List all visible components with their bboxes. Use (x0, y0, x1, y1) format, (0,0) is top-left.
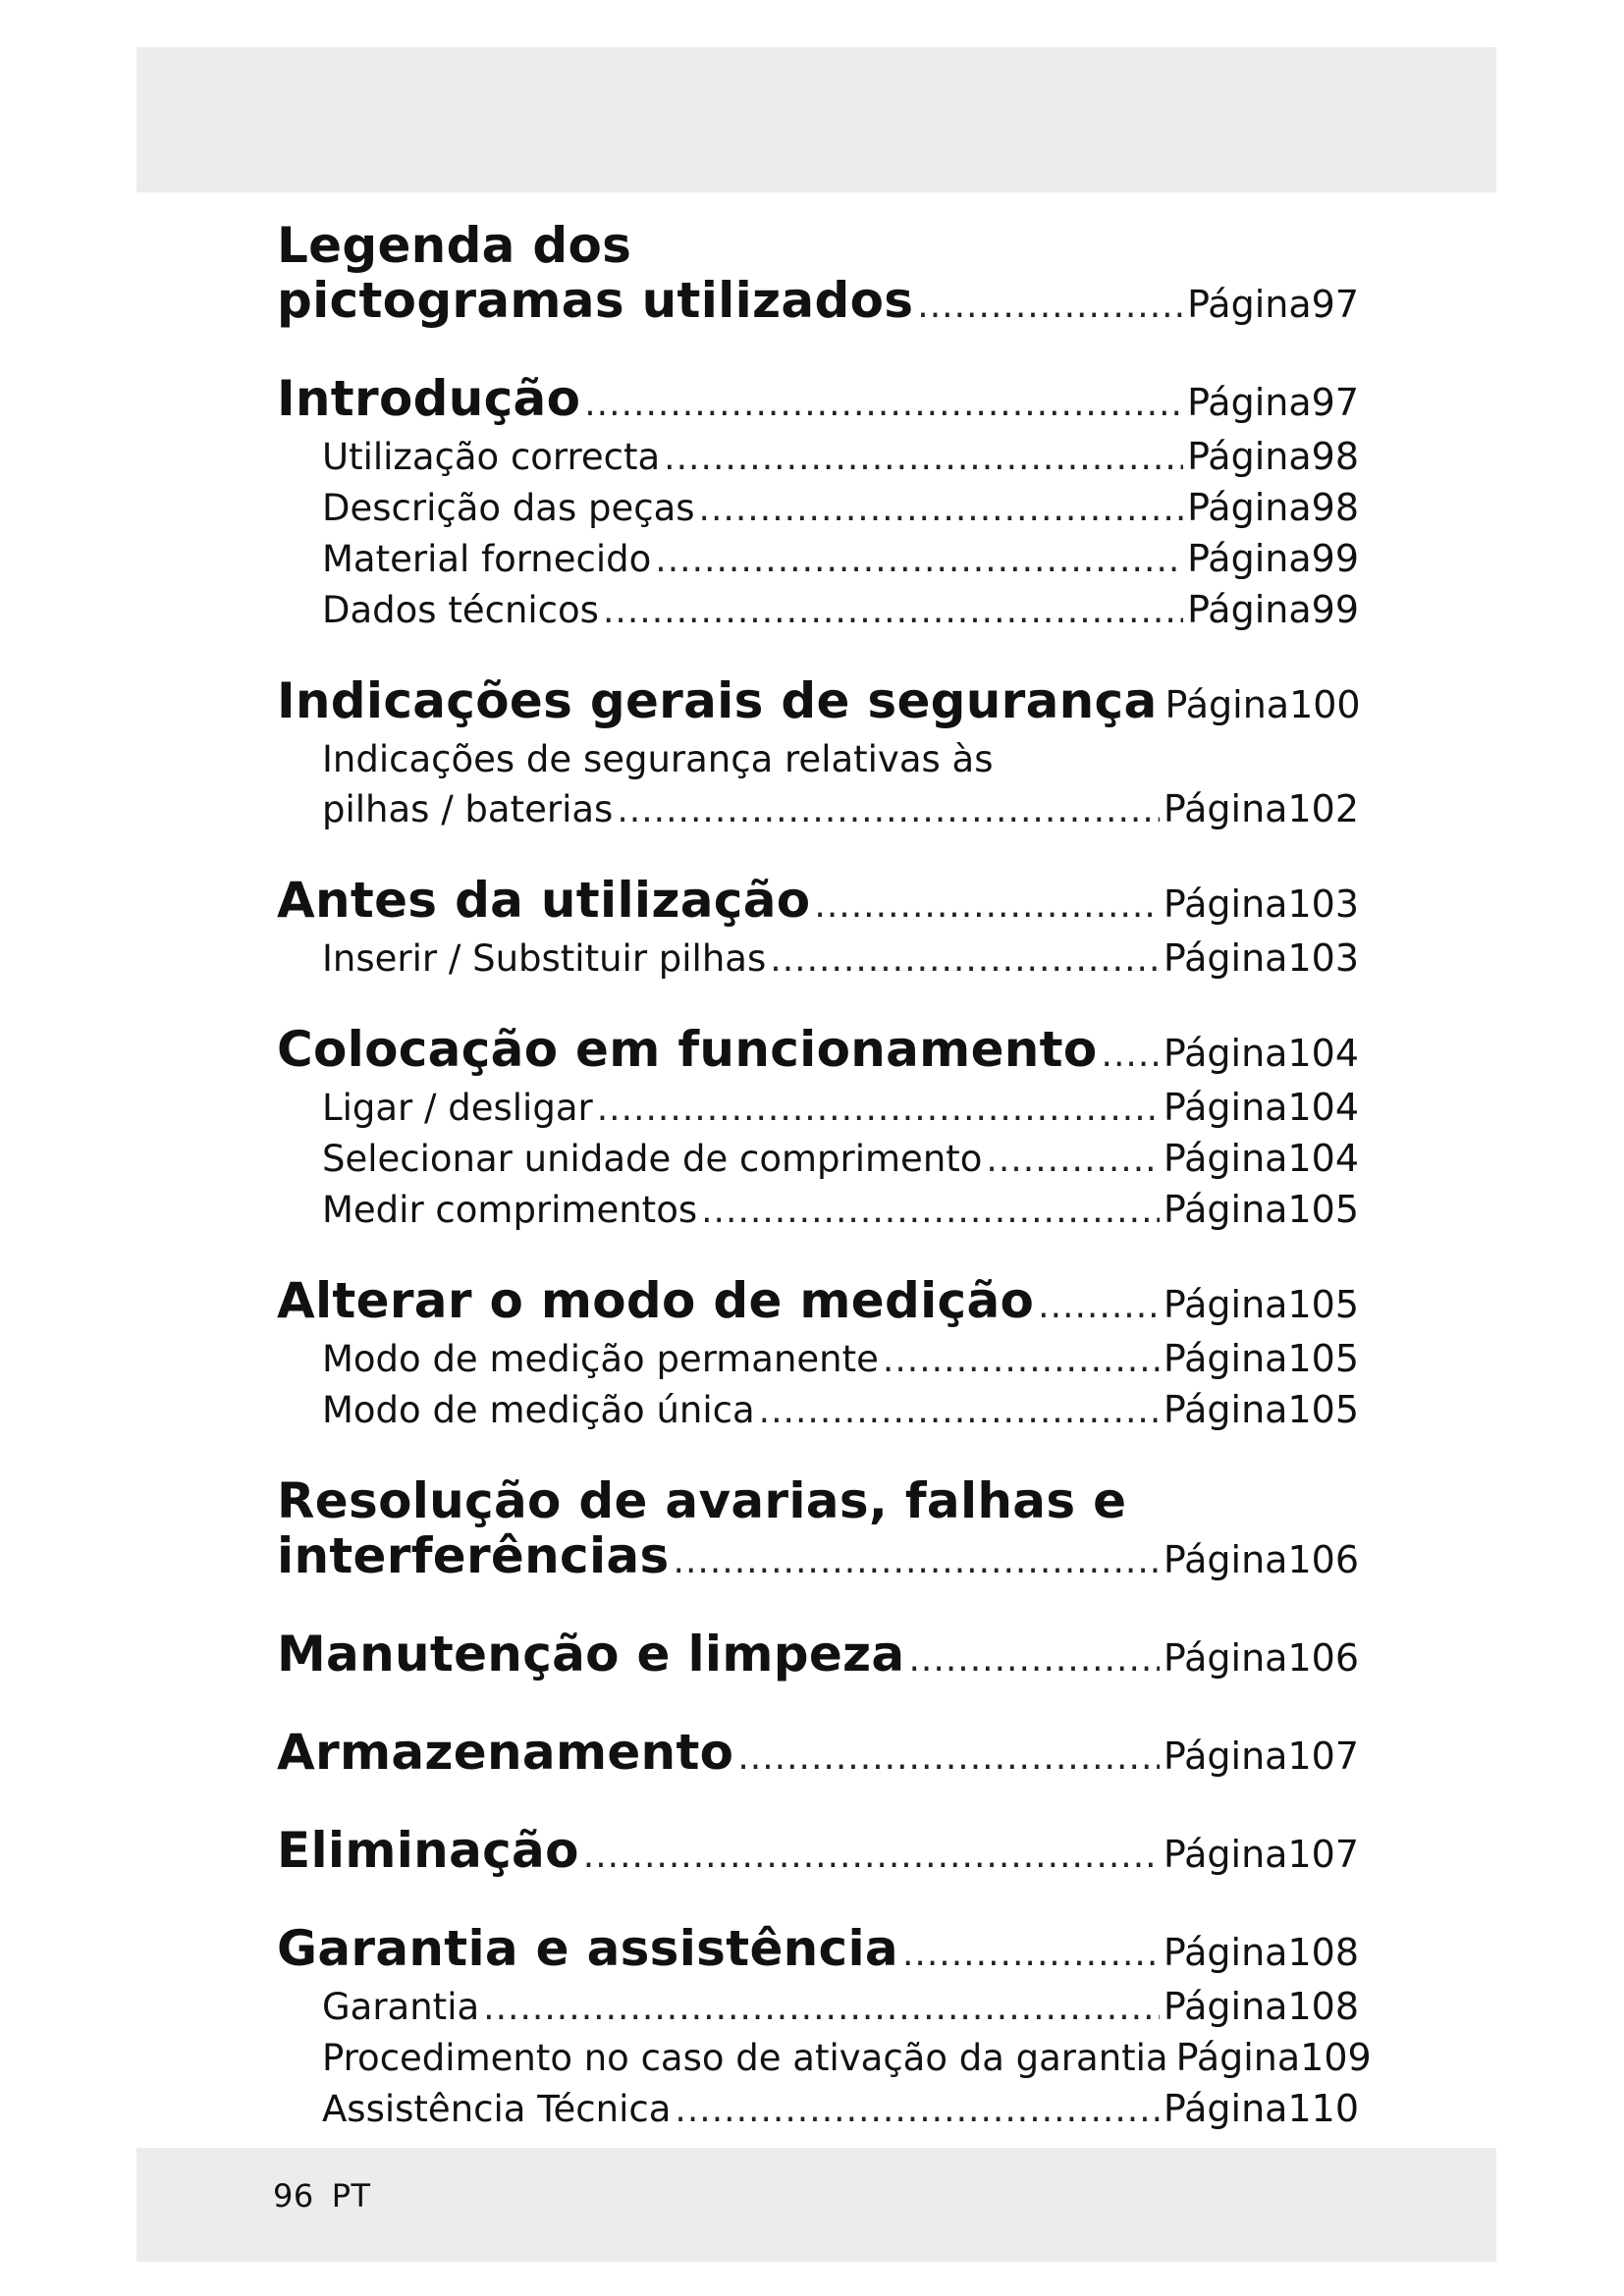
page-label: Página (1187, 486, 1312, 529)
toc-section (277, 1921, 1359, 1982)
page-number: 98 (1311, 435, 1359, 478)
page-label: Página (1163, 1337, 1288, 1380)
toc-subsection-row[interactable] (322, 1982, 1359, 2033)
page-footer (273, 2177, 389, 2215)
page-number: 102 (1287, 787, 1359, 830)
page-label: Página (1163, 882, 1288, 926)
toc-section-title: Antes da utilização (277, 872, 811, 929)
toc-subsection (277, 1334, 1359, 1436)
dot-leader (584, 377, 1183, 432)
toc-section (277, 218, 1359, 334)
toc-section-title: Introdução (277, 370, 581, 427)
toc-section-title: Colocação em funcionamento (277, 1021, 1098, 1078)
page-number: 105 (1287, 1337, 1359, 1380)
dot-leader (917, 279, 1183, 334)
toc-subsection-title: Descrição das peças (322, 487, 695, 529)
page-label: Página (1164, 683, 1290, 726)
page-number: 104 (1287, 1086, 1359, 1129)
toc-section-row[interactable] (277, 273, 1359, 334)
page-label: Página (1163, 1833, 1288, 1876)
toc-section (277, 1725, 1359, 1786)
footer-language: PT (331, 2177, 371, 2215)
toc-subsection (277, 934, 1359, 985)
dot-leader (603, 586, 1183, 636)
toc-subsection-title: Modo de medição única (322, 1389, 755, 1431)
toc-subsection (277, 1982, 1372, 2135)
dot-leader (986, 1135, 1160, 1185)
toc-subsection-row[interactable] (322, 1185, 1359, 1236)
footer-page-number: 96 (273, 2177, 314, 2215)
page-label: Página (1163, 1032, 1288, 1075)
dot-leader (770, 934, 1160, 985)
toc-section-title: Manutenção e limpeza (277, 1626, 905, 1682)
toc-section-title-line1: Legenda dos (277, 217, 632, 274)
toc-section (277, 873, 1359, 934)
toc-section (277, 1022, 1359, 1083)
dot-leader (814, 879, 1160, 934)
toc-section-row[interactable] (277, 1273, 1359, 1334)
page-number: 97 (1311, 283, 1359, 326)
toc-section (277, 371, 1359, 432)
page-number: 109 (1300, 2036, 1372, 2079)
toc-section-title: Alterar o modo de medição (277, 1272, 1035, 1329)
toc-subsection-row[interactable] (322, 1083, 1359, 1134)
table-of-contents (277, 217, 1372, 2135)
toc-subsection-title-line1: Indicações de segurança relativas às (322, 738, 994, 780)
header-band (136, 47, 1496, 192)
page-label: Página (1163, 2087, 1288, 2130)
toc-section-title: Indicações gerais de segurança (277, 672, 1158, 729)
dot-leader (1102, 1028, 1160, 1083)
toc-subsection-title: Selecionar unidade de comprimento (322, 1138, 983, 1180)
toc-section (277, 1473, 1359, 1589)
toc-section-title: interferências (277, 1527, 670, 1584)
toc-subsection-row[interactable] (322, 2033, 1372, 2084)
dot-leader (1038, 1279, 1160, 1334)
toc-subsection-title: Assistência Técnica (322, 2088, 672, 2130)
dot-leader (701, 1186, 1160, 1236)
toc-subsection-row[interactable] (322, 1334, 1359, 1385)
dot-leader (699, 484, 1184, 534)
toc-section (277, 673, 1359, 734)
toc-section-row[interactable] (277, 1823, 1359, 1884)
toc-section (277, 1627, 1359, 1687)
page-number: 98 (1311, 486, 1359, 529)
page-label: Página (1187, 588, 1312, 631)
toc-subsection-title: Material fornecido (322, 538, 652, 580)
dot-leader (655, 535, 1183, 585)
toc-section-title: pictogramas utilizados (277, 272, 914, 329)
page-label: Página (1163, 1137, 1288, 1180)
dot-leader (664, 433, 1183, 483)
dot-leader (483, 1983, 1160, 2033)
page-number: 99 (1311, 537, 1359, 580)
page-label: Página (1163, 1086, 1288, 1129)
page-label: Página (1163, 936, 1288, 980)
toc-subsection-title: Ligar / desligar (322, 1087, 593, 1129)
dot-leader (617, 785, 1160, 835)
toc-subsection-row[interactable] (322, 1385, 1359, 1436)
toc-section-row[interactable] (277, 1921, 1359, 1982)
page-label: Página (1163, 1283, 1288, 1326)
page-label: Página (1187, 381, 1312, 424)
page-label: Página (1163, 1735, 1288, 1778)
toc-subsection (277, 734, 1359, 835)
page-number: 103 (1287, 936, 1359, 980)
page-number: 100 (1289, 683, 1361, 726)
toc-section-row[interactable] (277, 873, 1359, 934)
page-number: 97 (1311, 381, 1359, 424)
toc-section-title: Eliminação (277, 1822, 579, 1879)
toc-subsection-title: Dados técnicos (322, 589, 599, 631)
toc-section-title: Armazenamento (277, 1724, 734, 1781)
toc-subsection-row[interactable] (322, 1134, 1359, 1185)
dot-leader (908, 1632, 1159, 1687)
toc-subsection-row[interactable] (322, 784, 1359, 835)
toc-section-title: Garantia e assistência (277, 1920, 898, 1977)
page-number: 107 (1287, 1735, 1359, 1778)
toc-section-row[interactable] (277, 1627, 1359, 1687)
page-number: 99 (1311, 588, 1359, 631)
page-number: 106 (1287, 1538, 1359, 1581)
page-number: 104 (1287, 1032, 1359, 1075)
toc-section-row[interactable] (277, 1725, 1359, 1786)
toc-subsection-row[interactable] (322, 934, 1359, 985)
page-number: 108 (1287, 1931, 1359, 1974)
dot-leader (759, 1386, 1160, 1436)
page-number: 106 (1287, 1636, 1359, 1680)
page-label: Página (1163, 1188, 1288, 1231)
toc-subsection (277, 432, 1359, 636)
dot-leader (597, 1084, 1160, 1134)
toc-section (277, 1823, 1359, 1884)
dot-leader (883, 1335, 1160, 1385)
page-label: Página (1163, 1388, 1288, 1431)
toc-section-title-line1: Resolução de avarias, falhas e (277, 1472, 1127, 1529)
page-label: Página (1163, 1931, 1288, 1974)
page-number: 103 (1287, 882, 1359, 926)
page-label: Página (1187, 537, 1312, 580)
toc-subsection (277, 1083, 1359, 1236)
toc-subsection-row[interactable] (322, 483, 1359, 534)
toc-subsection-title: pilhas / baterias (322, 788, 614, 830)
dot-leader (902, 1927, 1160, 1982)
page-label: Página (1163, 1985, 1288, 2028)
toc-subsection-row[interactable] (322, 432, 1359, 483)
toc-subsection-row[interactable] (322, 534, 1359, 585)
toc-subsection-title: Modo de medição permanente (322, 1338, 879, 1380)
toc-subsection-title: Procedimento no caso de ativação da garantia (322, 2037, 1168, 2079)
dot-leader (583, 1829, 1160, 1884)
toc-subsection-row[interactable] (322, 2084, 1359, 2135)
dot-leader (737, 1731, 1160, 1786)
page-number: 110 (1287, 2087, 1359, 2130)
page-number: 105 (1287, 1388, 1359, 1431)
page-label: Página (1163, 787, 1288, 830)
toc-section-row[interactable] (277, 673, 1359, 734)
toc-subsection-title: Garantia (322, 1986, 480, 2028)
page-number: 105 (1287, 1188, 1359, 1231)
page-label: Página (1175, 2036, 1301, 2079)
page-label: Página (1187, 283, 1312, 326)
toc-section-row[interactable] (277, 1528, 1359, 1589)
page-number: 108 (1287, 1985, 1359, 2028)
toc-subsection-title: Utilização correcta (322, 436, 661, 478)
page-label: Página (1187, 435, 1312, 478)
dot-leader (675, 2085, 1160, 2135)
page-number: 104 (1287, 1137, 1359, 1180)
dot-leader (674, 1534, 1160, 1589)
page-label: Página (1163, 1538, 1288, 1581)
toc-section (277, 1273, 1359, 1334)
toc-subsection-title: Medir comprimentos (322, 1189, 698, 1231)
page-number: 107 (1287, 1833, 1359, 1876)
toc-subsection-title: Inserir / Substituir pilhas (322, 937, 767, 980)
toc-section-row[interactable] (277, 1022, 1359, 1083)
page-label: Página (1163, 1636, 1288, 1680)
toc-subsection-row[interactable] (322, 585, 1359, 636)
toc-section-row[interactable] (277, 371, 1359, 432)
page-number: 105 (1287, 1283, 1359, 1326)
